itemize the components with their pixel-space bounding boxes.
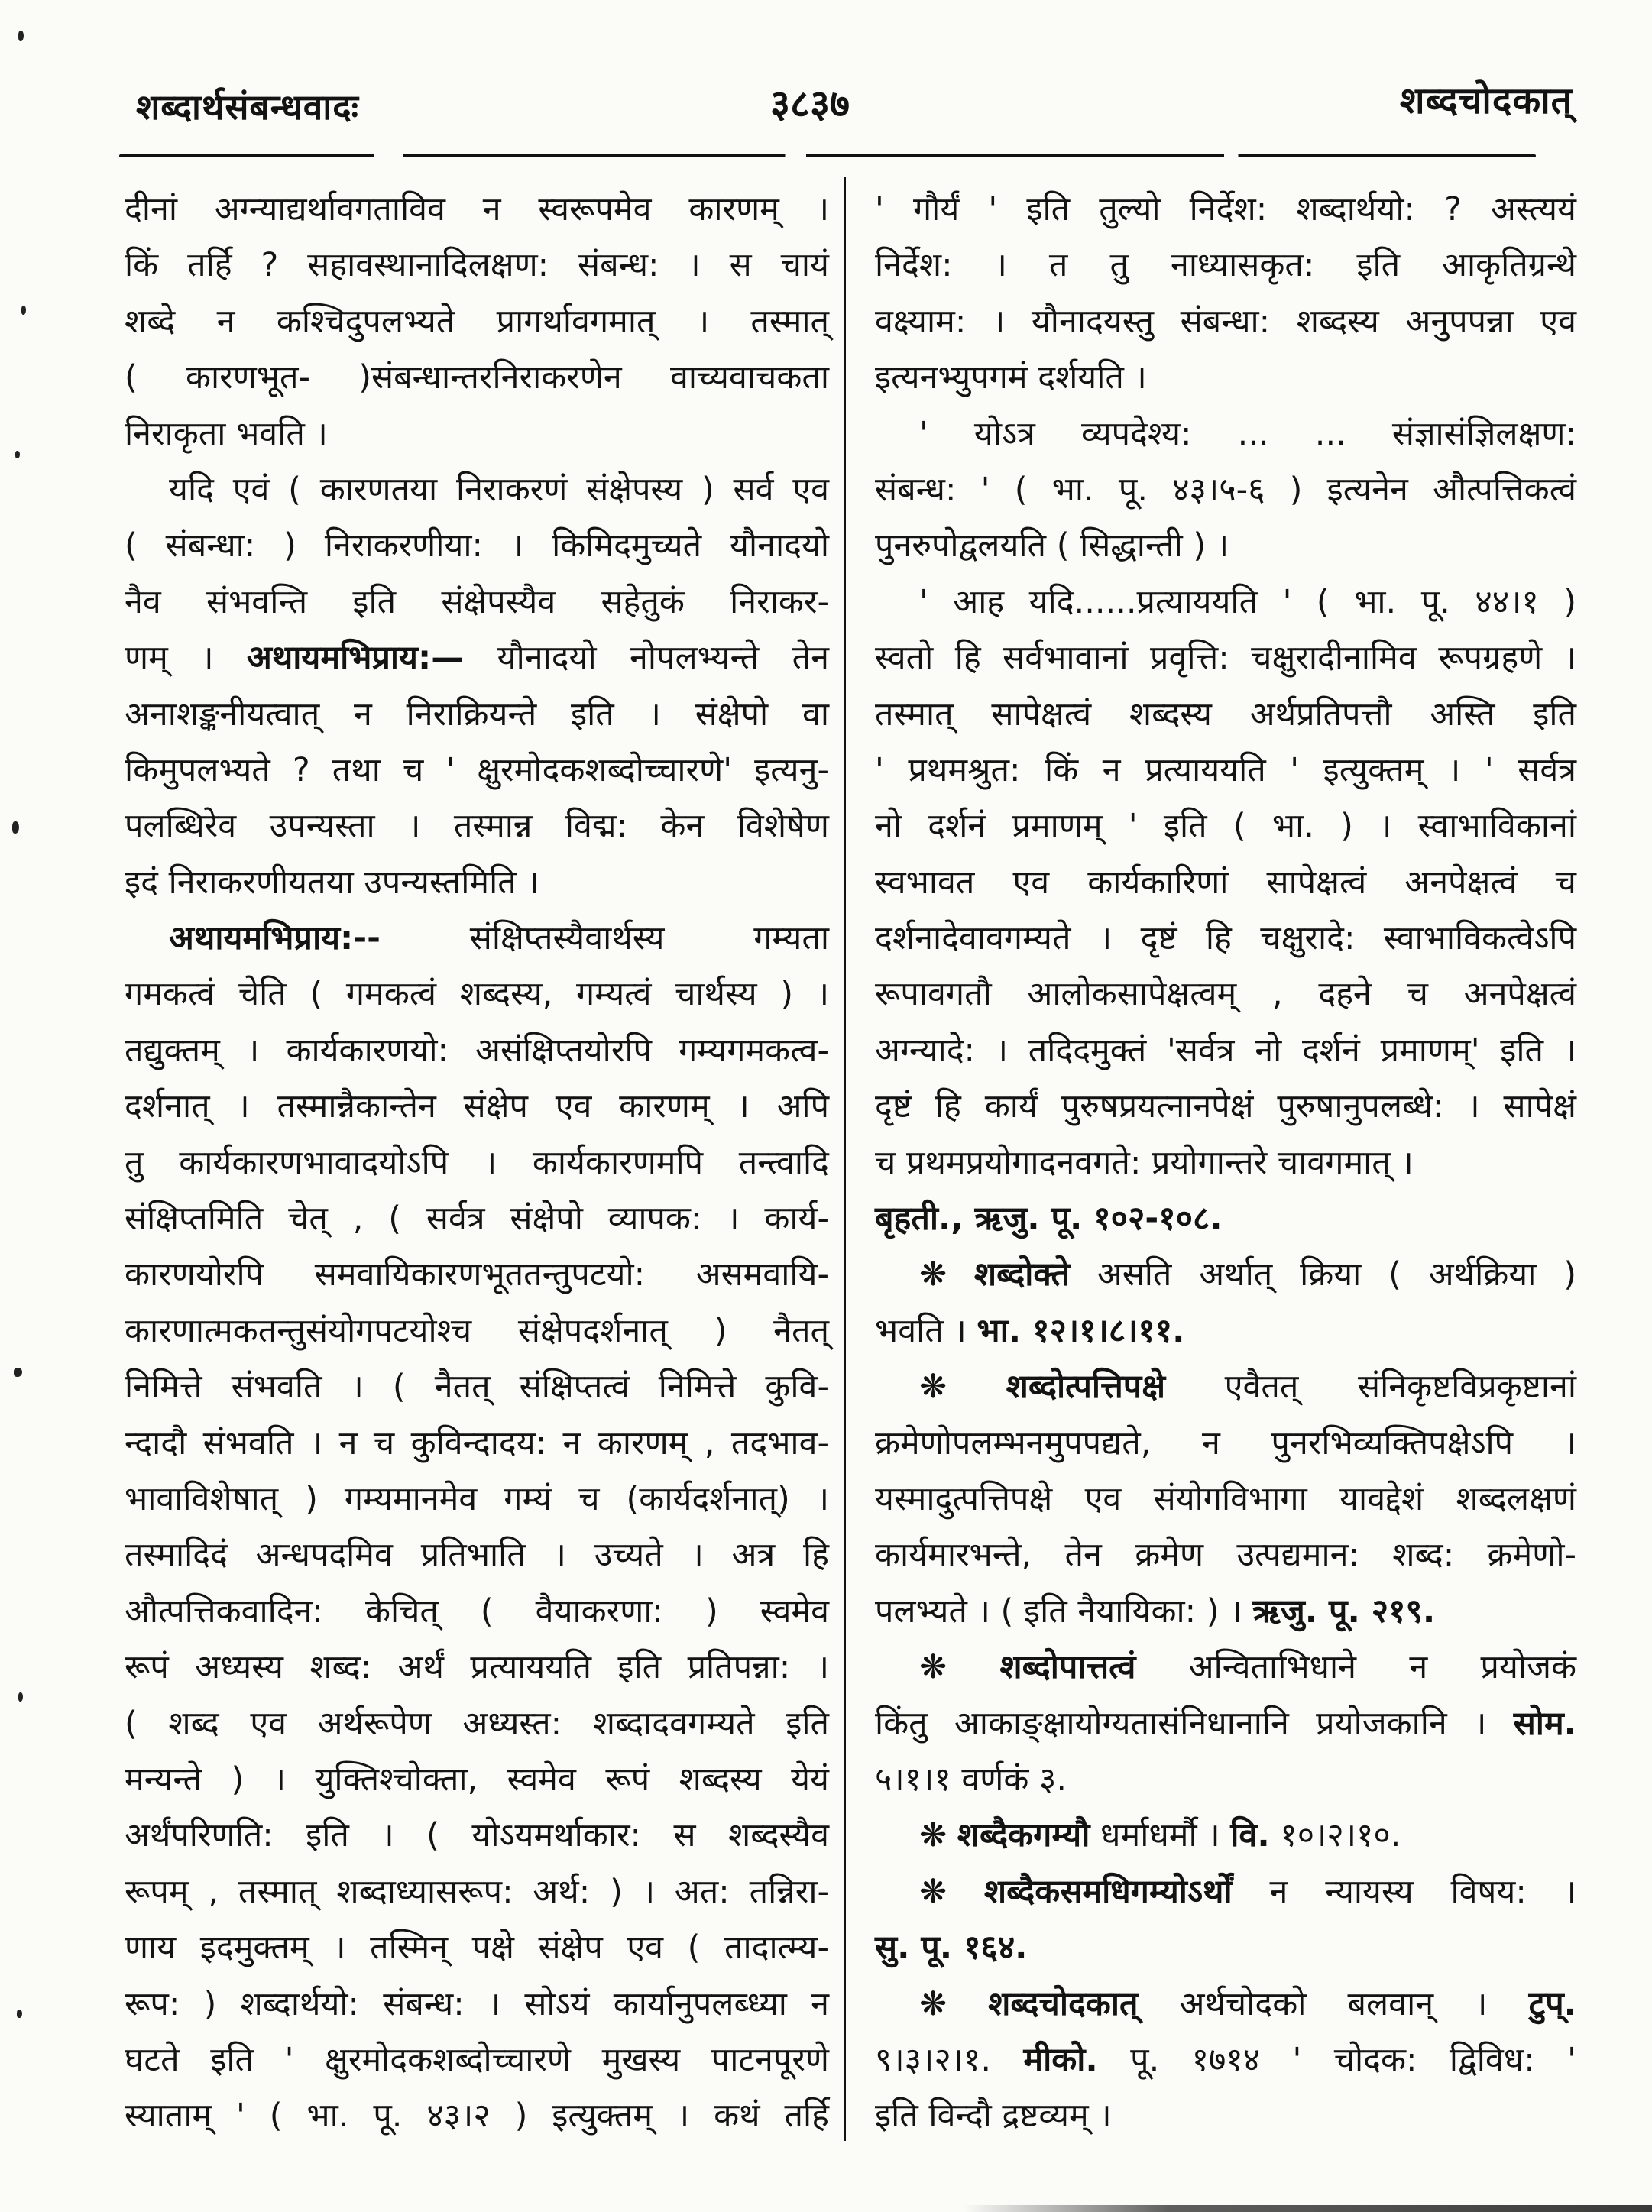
text-line: स्वतो हि सर्वभावानां प्रवृत्ति: चक्षुरादीनामिव रूपग्रहणे । [875,639,1576,678]
text-line: औत्पत्तिकवादिन: केचित् ( वैयाकरणा: ) स्वमेव [125,1592,829,1631]
text-line: ( कारणभूत- )संबन्धान्तरनिराकरणेन वाच्यवाचकता [125,358,829,397]
text-line: स्याताम् ' ( भा. पू. ४३।२ ) इत्युक्तम् । कथं तर्हि [125,2097,829,2136]
text-line: इदं निराकरणीयतया उपन्यस्तमिति । [125,863,539,902]
text-line: घटते इति ' क्षुरमोदकशब्दोच्चारणे मुखस्य पाटनपूरणे [125,2040,829,2079]
text-line: अग्न्यादे: । तदिदमुक्तं 'सर्वत्र नो दर्शनं प्रमाणम्' इति । [875,1031,1576,1070]
text-line: दर्शनादेवावगम्यते । दृष्टं हि चक्षुरादे: स्वाभाविकत्वेऽपि [875,919,1576,958]
header-rule [119,154,1536,157]
text-line: किं तर्हि ? सहावस्थानादिलक्षण: संबन्ध: । स चायं [125,246,829,285]
text-line: ५।१।१ वर्णकं ३. [875,1760,1067,1799]
text-line: दृष्टं हि कार्यं पुरुषप्रयत्नानपेक्षं पुरुषानुपलब्धे: । सापेक्षं [875,1087,1576,1126]
text-line: रूप: ) शब्दार्थयो: संबन्ध: । सोऽयं कार्यानुपलब्ध्या न [125,1984,829,2023]
text-line: ( शब्द एव अर्थरूपेण अध्यस्त: शब्दादवगम्यते इति [125,1704,829,1743]
text-line: तु कार्यकारणभावादयोऽपि । कार्यकारणमपि तन्त्वादि [125,1143,829,1182]
text-line: रूपम् , तस्मात् शब्दाध्यासरूप: अर्थ: ) । अत: तन्निरा- [125,1872,829,1911]
text-line: ' योऽत्र व्यपदेश्य: ... ... संज्ञासंज्ञिलक्षण: [919,414,1576,453]
text-line: नैव संभवन्ति इति संक्षेपस्यैव सहेतुकं निराकर- [125,582,829,621]
text-line: दीनां अग्न्याद्यर्थावगताविव न स्वरूपमेव कारणम् । [125,190,829,228]
scan-speck [21,306,26,315]
text-line: यदि एवं ( कारणतया निराकरणं संक्षेपस्य ) सर्व एव [169,470,829,509]
text-line: बृहती., ऋजु. पू. १०२-१०८. [875,1200,1223,1239]
text-line: अनाशङ्कनीयत्वात् न निराक्रियन्ते इति । संक्षेपो वा [125,695,829,734]
text-line: ❋ शब्दैकगम्यौ धर्माधर्मौ । वि. १०।२।१०. [919,1816,1401,1855]
text-line: णम् । अथायमभिप्राय:— यौनादयो नोपलभ्यन्ते तेन [125,639,830,678]
text-line: तस्मादिदं अन्धपदमिव प्रतिभाति । उच्यते । अत्र हि [125,1536,829,1575]
text-line: इति विन्दौ द्रष्टव्यम् । [875,2097,1112,2136]
text-line: क्रमेणोपलम्भनमुपपद्यते, न पुनरभिव्यक्तिपक्षेऽपि । [875,1423,1576,1462]
text-line: संक्षिप्तमिति चेत् , ( सर्वत्र संक्षेपो व्यापक: । कार्य- [125,1200,829,1239]
text-line: ' प्रथमश्रुत: किं न प्रत्याययति ' इत्युक्तम् । ' सर्वत्र [875,750,1576,789]
text-line: अथायमभिप्राय:-- संक्षिप्तस्यैवार्थस्य गम्यता [169,919,829,958]
text-line: किमुपलभ्यते ? तथा च ' क्षुरमोदकशब्दोच्चारणे' इत्यनु- [125,750,829,789]
text-line: ( संबन्धा: ) निराकरणीया: । किमिदमुच्यते यौनादयो [125,526,829,565]
text-line: वक्ष्याम: । यौनादयस्तु संबन्धा: शब्दस्य अनुपपन्ना एव [875,302,1576,341]
text-line: पुनरुपोद्वलयति ( सिद्धान्ती ) । [875,526,1229,565]
scan-speck [17,2010,22,2018]
column-divider [844,177,846,2141]
text-line: न्दादौ संभवति । न च कुविन्दादय: न कारणम् , तदभाव- [125,1423,829,1462]
page-number: ३८३७ [770,82,850,126]
text-line: तद्युक्तम् । कार्यकारणयो: असंक्षिप्तयोरपि गम्यगमकत्व- [125,1031,829,1070]
text-line: ' आह यदि......प्रत्याययति ' ( भा. पू. ४४।१ ) [919,582,1576,621]
text-line: कार्यमारभन्ते, तेन क्रमेण उत्पद्यमान: शब्द: क्रमेणो- [875,1536,1576,1575]
text-line: सु. पू. १६४. [875,1929,1028,1967]
text-line: भावाविशेषात् ) गम्यमानमेव गम्यं च (कार्यदर्शनात्) । [125,1479,829,1518]
text-line: कारणात्मकतन्तुसंयोगपटयोश्च संक्षेपदर्शनात् ) नैतत् [125,1311,829,1350]
scan-speck [18,1692,23,1702]
running-head-left: शब्दार्थसंबन्धवादः [136,86,359,128]
text-line: पलब्धिरेव उपन्यस्ता । तस्मान्न विद्म: केन विशेषेण [125,807,829,846]
text-line: ❋ शब्दचोदकात् अर्थचोदको बलवान् । टुप्. [919,1984,1576,2023]
text-line: णाय इदमुक्तम् । तस्मिन् पक्षे संक्षेप एव ( तादात्म्य- [125,1929,829,1967]
scan-speck [18,31,24,41]
text-line: ९।३।२।१. मीको. पू. १७१४ ' चोदक: द्विविध: ' [875,2040,1576,2079]
scan-speck [12,821,19,834]
text-line: रूपावगतौ आलोकसापेक्षत्वम् , दहने च अनपेक्षत्वं [875,975,1576,1014]
text-line: नो दर्शनं प्रमाणम् ' इति ( भा. ) । स्वाभाविकानां [875,807,1576,846]
text-line: रूपं अध्यस्य शब्द: अर्थं प्रत्याययति इति प्रतिपन्ना: । [125,1648,829,1687]
text-line: ❋ शब्दोक्ते असति अर्थात् क्रिया ( अर्थक्रिया ) [919,1255,1576,1294]
text-line: मन्यन्ते ) । युक्तिश्चोक्ता, स्वमेव रूपं शब्दस्य येयं [125,1760,829,1799]
scan-speck [15,451,20,458]
text-line: निमित्ते संभवति । ( नैतत् संक्षिप्तत्वं निमित्ते कुवि- [125,1368,829,1407]
text-line: ❋ शब्दोपात्तत्वं अन्विताभिधाने न प्रयोजकं [919,1648,1576,1687]
text-line: यस्मादुत्पत्तिपक्षे एव संयोगविभागा यावद्देशं शब्दलक्षणं [875,1479,1576,1518]
text-line: ' गौर्यं ' इति तुल्यो निर्देश: शब्दार्थयो: ? अस्त्ययं [875,190,1576,228]
text-line: निर्देश: । त तु नाध्यासकृत: इति आकृतिग्रन्थे [875,246,1576,285]
right-column [875,182,1576,2145]
text-line: ❋ शब्दोत्पत्तिपक्षे एवैतत् संनिकृष्टविप्रकृष्टानां [919,1368,1576,1407]
text-line: च प्रथमप्रयोगादनवगते: प्रयोगान्तरे चावगमात् । [875,1143,1414,1182]
left-column [125,182,829,2145]
text-line: स्वभावत एव कार्यकारिणां सापेक्षत्वं अनपेक्षत्वं च [875,863,1576,902]
scan-edge-artifact [963,2205,1652,2212]
text-line: पलभ्यते । ( इति नैयायिका: ) । ऋजु. पू. २१९. [875,1592,1436,1631]
text-line: शब्दे न कश्चिदुपलभ्यते प्रागर्थावगमात् । तस्मात् [125,302,829,341]
text-line: तस्मात् सापेक्षत्वं शब्दस्य अर्थप्रतिपत्तौ अस्ति इति [875,695,1576,734]
text-line: निराकृता भवति । [125,414,328,453]
scan-speck [14,1368,22,1377]
text-line: संबन्ध: ' ( भा. पू. ४३।५-६ ) इत्यनेन औत्पत्तिकत्वं [875,470,1576,509]
text-line: कारणयोरपि समवायिकारणभूततन्तुपटयो: असमवायि- [125,1255,829,1294]
text-line: गमकत्वं चेति ( गमकत्वं शब्दस्य, गम्यत्वं चार्थस्य ) । [125,975,829,1014]
text-line: इत्यनभ्युपगमं दर्शयति । [875,358,1147,397]
text-line: किंतु आकाङ्क्षायोग्यतासंनिधानानि प्रयोजकानि । सोम. [875,1704,1576,1743]
running-head-right: शब्दचोदकात् [1399,79,1573,122]
text-line: दर्शनात् । तस्मान्नैकान्तेन संक्षेप एव कारणम् । अपि [125,1087,829,1126]
text-line: भवति । भा. १२।१।८।११. [875,1311,1185,1350]
text-line: ❋ शब्दैकसमधिगम्योऽर्थों न न्यायस्य विषय: । [919,1872,1576,1911]
text-line: अर्थंपरिणति: इति । ( योऽयमर्थाकार: स शब्दस्यैव [125,1816,829,1855]
